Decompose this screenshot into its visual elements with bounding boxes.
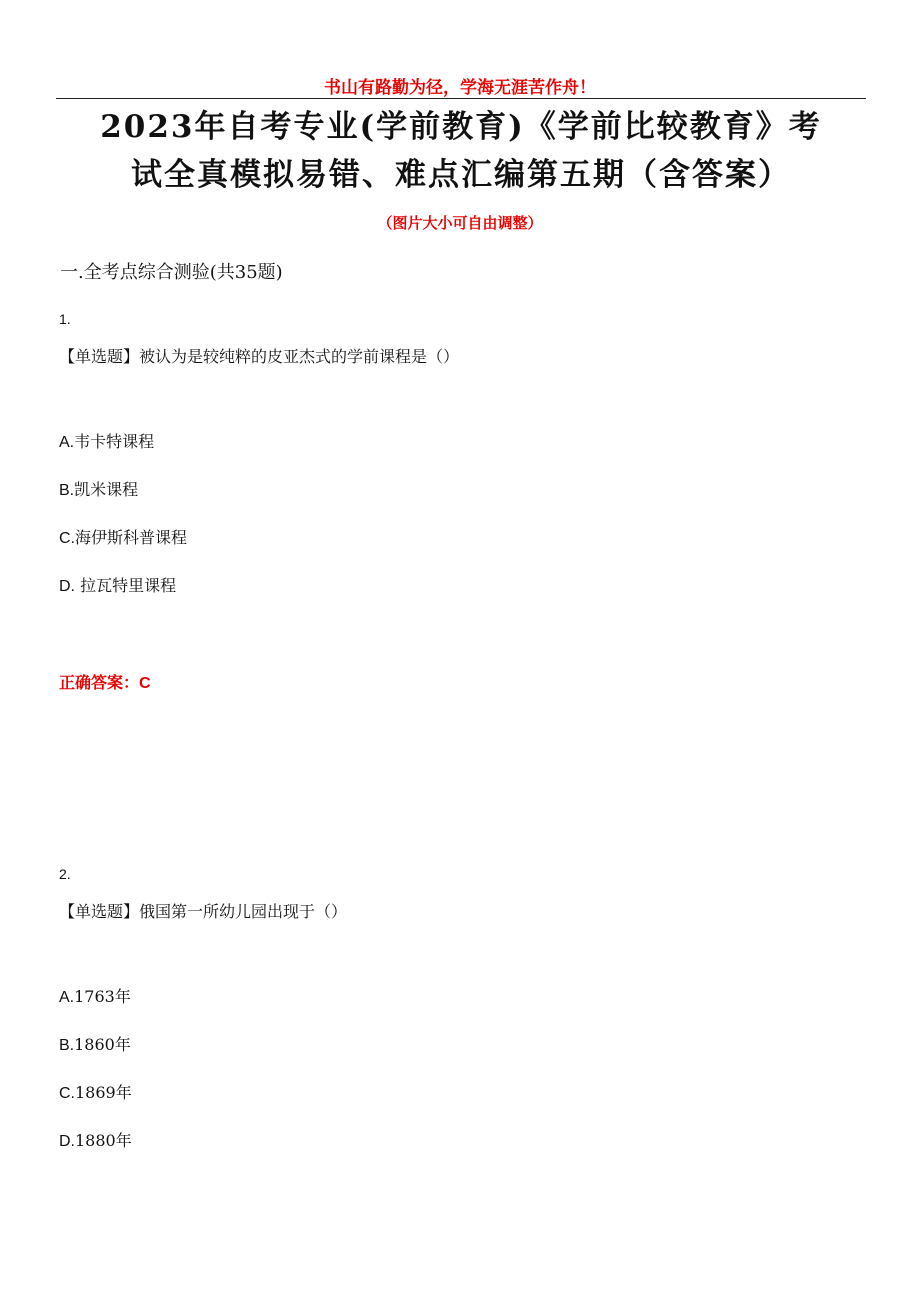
question-2-text: 【单选题】俄国第一所幼儿园出现于（）	[59, 902, 348, 921]
question-2-option-d	[59, 1128, 132, 1151]
option-letter: B.	[59, 482, 75, 499]
option-letter: D.	[59, 578, 75, 595]
option-text: 1860年	[74, 1035, 131, 1054]
question-2-option-c	[59, 1080, 132, 1103]
question-2-number: 2.	[59, 866, 71, 882]
option-letter: C.	[59, 1085, 75, 1102]
question-2-option-a	[59, 984, 131, 1007]
question-1-option-a	[59, 429, 154, 452]
question-1-option-d	[59, 573, 176, 596]
image-size-note: （图片大小可自由调整）	[377, 214, 543, 232]
option-text: 韦卡特课程	[74, 432, 155, 451]
header-motto: 书山有路勤为径，学海无涯苦作舟！	[324, 78, 596, 98]
question-1-answer: 正确答案：C	[59, 675, 151, 692]
title-line-2: 试全真模拟易错、难点汇编第五期（含答案）	[131, 157, 791, 193]
option-letter: A.	[59, 989, 75, 1006]
question-2-option-b	[59, 1032, 131, 1055]
option-letter: A.	[59, 434, 75, 451]
option-letter: D.	[59, 1133, 75, 1150]
option-text: 海伊斯科普课程	[75, 528, 188, 547]
question-1-option-b	[59, 477, 138, 500]
question-1-number: 1.	[59, 311, 71, 327]
option-letter: C.	[59, 530, 75, 547]
section-heading: 一.全考点综合测验(共35题)	[60, 262, 283, 283]
option-text: 凯米课程	[74, 480, 139, 499]
question-1-option-c	[59, 525, 187, 548]
option-text: 1880年	[75, 1131, 132, 1150]
option-text: 1869年	[75, 1083, 132, 1102]
option-letter: B.	[59, 1037, 75, 1054]
document-title	[56, 103, 866, 199]
option-text: 拉瓦特里课程	[75, 576, 177, 595]
header-divider	[56, 98, 866, 99]
title-line-1: 2023年自考专业(学前教育)《学前比较教育》考	[100, 109, 822, 145]
question-1-text: 【单选题】被认为是较纯粹的皮亚杰式的学前课程是（）	[59, 347, 460, 366]
option-text: 1763年	[74, 987, 131, 1006]
